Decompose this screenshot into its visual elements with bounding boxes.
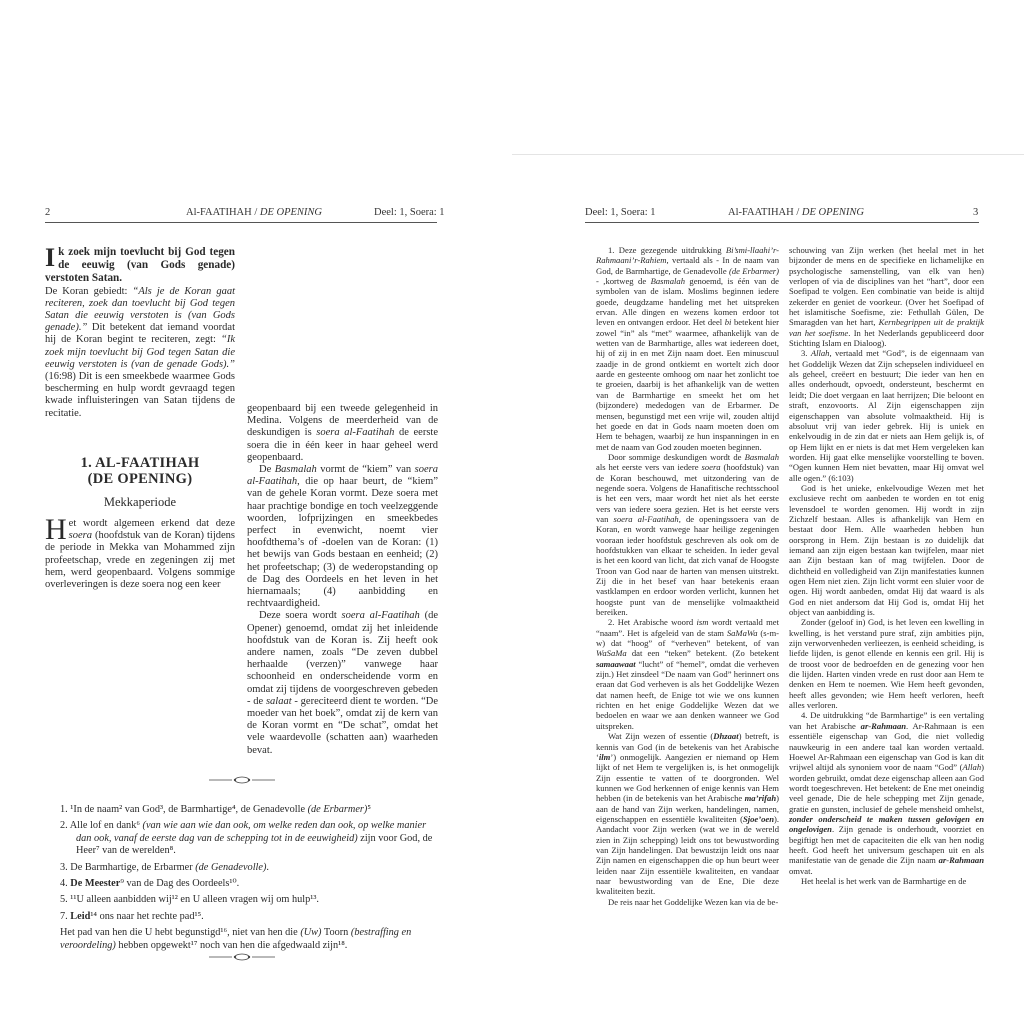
text-run: vormt de “kiem” van: [316, 464, 415, 476]
text-run: 5. ¹¹U alleen aanbidden wij¹² en U alleen vragen wij om hulp¹³.: [60, 894, 319, 906]
text-run: WaSaMa: [596, 648, 627, 659]
text-run: hebben opgewekt¹⁷ noch van hen die afgedwaald zijn¹⁸.: [115, 939, 348, 951]
text-run: soera al-Faatihah: [316, 427, 395, 439]
ornament-divider-icon: [207, 952, 277, 962]
footnote: [596, 452, 779, 618]
text-run: Door sommige deskundigen wordt de: [608, 451, 745, 462]
dropcap: I: [45, 243, 56, 272]
footnote: [596, 245, 779, 452]
text-run: wordt vertaald met “naam”. Het is afgeleid van de stam: [596, 617, 779, 638]
dropcap: H: [45, 513, 67, 547]
text-run: ). Aandacht voor Zijn werken (wat we in de wereld zien in Zijn schepping) leidt ons tot bewustwording van Zijn handelingen. Dat bewustzijn leidt ons naar Zijn namen en eigenschappen die op hun beurt weer leiden naar Zijn essentiële kwaliteiten, en vandaar naar bewustwording van de Ene, Die deze kwaliteiten bezit.: [596, 813, 779, 897]
running-title-sub: DE OPENING: [801, 207, 864, 218]
text-run: ar-Rahmaan: [860, 720, 907, 731]
text-run: soera al-Faatihah: [613, 513, 679, 524]
text-run: Basmalah: [744, 451, 779, 462]
text-run: soera al-Faatihah: [341, 610, 420, 622]
text-run: De Koran gebiedt:: [45, 285, 133, 297]
text-run: soera: [701, 462, 721, 473]
intro-bold-text: k zoek mijn toevlucht bij God tegen de eeuwig (van Gods genade) verstoten Satan.: [45, 246, 235, 285]
running-title-main: Al-FAATIHAH /: [185, 207, 258, 218]
text-run: Basmalah: [650, 276, 685, 287]
text-run: ma’rifah: [744, 793, 777, 804]
text-run: (de Genadevolle): [195, 861, 267, 873]
running-part: Deel: 1, Soera: 1: [585, 207, 656, 218]
footnotes-column-2: [789, 245, 984, 886]
text-run: (hoofdstuk) van de Koran beschouwd, met uitzondering van de negende soera. Volgens de Hanafitische rechtsschool is het een vers, maar wordt het niet als het eerste vers van iedere soera gezien. Het is het eerste vers van: [596, 462, 779, 524]
text-run: ⁹ van de Dag des Oordeels¹⁰.: [120, 878, 240, 890]
text-run: ) worden gebruikt, omdat deze eigenschap alleen aan God wordt toegeschreven. Het betekent: de Ene met oneindig veel genade, Die de hele schepping met Zijn genade, gratie en gunsten, inclusief de gehele mensheid omhelst,: [789, 762, 984, 814]
header-rule: [585, 222, 979, 223]
text-run: , vertaald met “God”, is de eigennaam van het Goddelijk Wezen dat Zijn schepselen individueel en als geheel, creëert en bestuurt; Die ieder van hen en alles onderhoudt, opvoedt, ondersteunt, beschermt en leidt; Die doet vergaan en laat herrijzen; Die beloont en straft, enzovoorts. Al Zijn eigenschappen zijn eigenschappen van absolute volmaaktheid. Hij is absoluut vrij van ieder gebrek. Hij is uniek en enkelvoudig in de zin dat er niets aan Hem gelijk is, of op Hem lijkt en er niets is dat met Hem vergeleken kan worden. Hij gaat elke menselijke voorstelling te boven. “Ogen kunnen Hem niet bevatten, maar Hij omvat wel alle ogen.” (6:103): [789, 348, 985, 483]
text-run: 1. ¹In de naam² van God³, de Barmhartige⁴, de Genadevolle: [60, 804, 308, 815]
text-run: , de openingssoera van de Koran, en wordt vanwege haar heilige zegeningen vooraan ieder hoofdstuk geschreven als ook om de hoofdstukken van elkaar te scheiden. In ieder geval is het een koord van licht, dat zich vanaf de Hoogste Troon van God naar de harten van mensen uitstrekt. Zij die in het besef van haar betekenis eraan vastklampen en erdoor worden verlicht, kunnen het hoogste punt van de menselijke volmaaktheid bereiken.: [596, 513, 779, 618]
text-run: (hoofdstuk van de Koran) tijdens de periode in Mekka van Mohammed zijn profeetschap, vrede en zegeningen zij met hem, werd geopenbaard. Volgens sommige overleveringen is deze soera nog een keer: [45, 530, 235, 591]
text-run: “Als je de Koran gaat reciteren, zoek dan toevlucht bij God tegen Satan die eeuwig verstoten is (van Gods genade).”: [45, 285, 235, 334]
chapter-period: Mekkaperiode: [103, 494, 177, 509]
text-run: (bestraffing en veroordeling): [60, 927, 412, 951]
text-run: 2. Het Arabische woord: [608, 617, 697, 628]
text-run: als het eerste vers van iedere: [596, 462, 702, 473]
text-run: , die op haar beurt, de “kiem” van de gehele Koran vormt. Deze soera met haar prachtige bondige en toch veelzeggende woorden, lofprijzingen en smeekbedes perfect in evenwicht, noemt vier hoofdthema’s of -doelen van de Koran: (1) het bewijs van Gods bestaan en eenheid; (2) het profeetschap; (3) de wederopstanding op de Dag des Oordeels en het leven in het hiernamaals; (4) aanbidding en rechtvaardigheid.: [247, 476, 438, 610]
text-run: 4. De uitdrukking “de Barmhartige” is een vertaling van het Arabische: [789, 710, 984, 731]
intro-paragraph: [45, 286, 235, 420]
text-run: .: [266, 861, 269, 873]
text-run: 2. Alle lof en dank⁶: [60, 820, 143, 832]
text-run: geopenbaard bij een tweede gelegenheid in Medina. Volgens de meerderheid van de deskundigen is: [247, 403, 438, 439]
chapter-title: [45, 455, 235, 487]
verse: [60, 911, 438, 923]
text-run: omvat.: [789, 865, 813, 876]
text-run: “lucht” of “hemel”, omdat die verheven zijn.) Het zinsdeel “De naam van God” herinnert ons eraan dat God verheven is als het Goddelijke Wezen dat namen heeft, de Enige tot wie we ons kunnen richten en het enige Goddelijke Wezen dat we bedoelen en waar we aan denken wanneer we God uitspreken.: [596, 658, 779, 731]
text-run: betekent hier zowel “in” als “met” waarmee, afhankelijk van de wetten van de Barmhartige, alles wat iedereen doet, hij of zij in en met Zijn naam doet. Een minuscuul zaadje in de grond ontkiemt en wortelt zich door aarde en gesteente omhoog om naar het zonlicht toe te groeien, daarbij is het afhankelijk van de wetten van de Barmhartige en smeekt het om het (bijzondere) mededogen van de Erbarmer. De mensen, begunstigd met een vrije wil, zouden altijd het goede en dat in Gods naam moeten doen om Hem te behagen, waarbij ze hun inspanningen in en met de naam van God zouden moeten beginnen.: [596, 317, 779, 452]
text-run: salaat: [265, 695, 292, 707]
footnote: [596, 617, 779, 731]
running-title: [676, 207, 916, 218]
verse: [60, 894, 438, 906]
text-run: dat een “teken” betekent. (Zo betekent: [626, 648, 779, 659]
text-run: 3. De Barmhartige, de Erbarmer: [60, 861, 196, 873]
verse: [60, 820, 438, 857]
text-run: , vertaald als - In de naam van God, de Barmhartige, de Genadevolle: [596, 255, 779, 276]
text-run: Kernbegrippen uit de praktijk van het soefisme: [789, 317, 984, 338]
chapter-title-line: (DE OPENING): [87, 470, 193, 487]
paragraph: [247, 464, 438, 610]
text-run: . In het Nederlands gepubliceerd door Stichting Islam en Dialoog).: [789, 327, 984, 349]
text-run: ¹⁴ ons naar het rechte pad¹⁵.: [90, 910, 204, 922]
running-title-main: Al-FAATIHAH /: [727, 207, 800, 218]
text-run: Wat Zijn wezen of essentie (: [608, 731, 714, 742]
text-run: ⁵: [367, 804, 371, 815]
right-page-header: [512, 207, 1024, 221]
footnote: Het heelal is het werk van de Barmhartige en de: [801, 875, 967, 886]
text-run: . Zijn genade is onderhoudt, voorziet en begiftigt hen met de capaciteiten die elk van hen nodig heeft. God heeft het universum geschapen uit en als manifestatie van de genade die Zijn naam: [789, 824, 984, 866]
text-run: et wordt algemeen erkend dat deze: [68, 518, 235, 530]
text-run: Allah: [962, 762, 982, 773]
footnote: God is het unieke, enkelvoudige Wezen met het exclusieve recht om aanbeden te worden en tot enig levensdoel te worden genomen. Hij wordt in zijn Zichzelf bestaan. Alles is afhankelijk van Hem en bestaat door Hem. Alle waarheden hebben hun oorsprong in Hem. Zijn bestaan is zo duidelijk dat iemand aan zijn eigen bestaan kan twijfelen, maar niet aan Zijn bestaan kan of mag twijfelen. Door de dichtheid en volledigheid van Zijn manifestaties kunnen ogen Hem niet zien. Zijn licht vormt een sluier voor de ogen. Hij wordt aanbeden, omdat Hij dat waard is als God en niet andersom dat Hij God is, omdat Hij het object van aanbidding is.: [789, 482, 984, 618]
text-run: ’) onmogelijk. Aangezien er niemand op Hem lijkt of net Hem te vergelijken is, is het onmogelijk Zijn essentie te vatten of te doorgronden. Wel kunnen we God herkennen of enige kennis van Hem hebben (in de betekenis van het Arabische: [596, 751, 779, 804]
text-run: ilm: [598, 751, 611, 762]
text-run: Deze soera wordt: [259, 610, 342, 622]
text-run: 4.: [60, 878, 71, 890]
text-run: Leid: [70, 910, 91, 922]
text-run: 7.: [60, 910, 71, 922]
running-part: Deel: 1, Soera: 1: [374, 207, 445, 218]
chapter-title-line: 1. AL-FAATIHAH: [80, 454, 200, 471]
verse: [60, 804, 438, 816]
text-run: 3.: [801, 348, 811, 359]
text-run: (Uw): [300, 927, 322, 939]
left-page-header: [0, 207, 512, 221]
text-run: (16:98) Dit is een smeekbede waarmee Gods bescherming en hulp wordt gevraagd tegen kwade influisteringen van Satan tijdens de recitatie.: [45, 371, 235, 419]
text-run: (de Erbarmer): [307, 804, 368, 815]
footnote: Zonder (geloof in) God, is het leven een kwelling in kwelling, is het verstand pure straf, zijn ambities pijn, zijn verworvenheden verlieezen, is eenheid scheiding, is liefde lijden, is genot ellende en kennis een gril. Hij is de troost voor de bedroefden en de genezing voor hen die lijden. Harten vinden vrede en rust door aan Hem te denken en Hem te noemen. Wie Hem heeft gevonden, heeft alles gevonden; wie Hem heeft verloren, heeft alles verloren.: [789, 617, 984, 711]
text-run: (de Erbarmer): [729, 265, 779, 276]
text-run: - gereciteerd dient te worden. “De moeder van het boek”, omdat zij de kern van de Koran vormt en “De schat”, omdat het vele waardevolle (schatten aan) waarheden bevat.: [247, 695, 438, 756]
intro-invocation: [45, 243, 235, 286]
text-run: SaMaWa: [726, 627, 758, 638]
running-title-sub: DE OPENING: [259, 207, 322, 218]
left-column-2: [247, 403, 438, 757]
footnotes-column-1: [596, 245, 779, 907]
header-rule: [45, 222, 437, 223]
ornament-divider-icon: [207, 775, 277, 785]
page-number: 3: [973, 207, 979, 218]
footnote: [596, 731, 779, 897]
text-run: Basmalah: [274, 464, 317, 476]
paragraph: [247, 403, 438, 464]
text-run: De: [259, 464, 275, 476]
text-run: soera: [68, 530, 93, 542]
text-run: zijn voor God, de Heer⁷ van de werelden⁸.: [76, 832, 433, 857]
text-run: Sjoe’oen: [742, 813, 774, 824]
text-run: ) betreft, is kennis van God (in de betekenis van het Arabische ‘: [596, 731, 780, 762]
footnote: [789, 245, 984, 348]
text-run: (s-m-w) dat “hoog” of “verheven” betekent, of van: [596, 627, 779, 649]
running-title: [134, 207, 374, 218]
chapter-intro-paragraph: [45, 513, 235, 591]
footnote: De reis naar het Goddelijke Wezen kan via de be-: [608, 896, 779, 907]
text-run: “Ik zoek mijn toevlucht bij God tegen Satan die eeuwig verstoten is (van de genade Gods).”: [45, 334, 235, 370]
text-run: Dhzaat: [713, 731, 739, 742]
right-page: [512, 155, 1024, 907]
verses-block: [60, 804, 438, 956]
text-run: soera al-Faatihah: [247, 464, 438, 488]
text-run: - ,kortweg de: [596, 276, 651, 287]
text-run: Het pad van hen die U hebt begunstigd¹⁶, niet van hen die: [60, 927, 301, 939]
text-run: genoemd, is één van de symbolen van de islam. Moslims beginnen iedere goede, deugdzame handeling met het uitspreken ervan. Alle dingen en wezens komen erdoor tot leven en ontvangen erdoor. Het deel: [596, 276, 779, 328]
footnote: [789, 348, 984, 482]
text-run: de eerste soera die in één keer in haar geheel werd geopenbaard.: [247, 427, 439, 463]
text-run: Dit betekent dat iemand voordat hij de Koran begint te reciteren, zegt:: [45, 322, 235, 346]
text-run: ) aan de hand van Zijn werken, handelingen, namen, eigenschappen en essentiële kwaliteiten (: [596, 793, 779, 824]
text-run: Allah: [810, 348, 830, 359]
verse: [60, 862, 438, 874]
text-run: De Meester: [70, 878, 121, 890]
text-run: schouwing van Zijn werken (het heelal met in het bijzonder de mens en de specifieke en lichamelijke en psychologische samenstelling, van elk van hen) verlopen of via de disciplines van het “hart”, door een Soefipad te volgen. Een combinatie van beide is altijd zekerder en geniet de voorkeur. (Over het Soefipad of het islamitische Soefisme, zie: Fethullah Gülen, De Smaragden van het hart,: [789, 245, 984, 328]
verse: [60, 878, 438, 890]
footnote: [789, 710, 984, 876]
text-run: (van wie aan wie dan ook, om welke reden dan ook, op welke manier dan ook, vanaf de eerste dag van de schepping tot in de eeuwigheid): [76, 820, 427, 844]
text-run: ism: [696, 617, 709, 628]
page-number: 2: [45, 207, 51, 218]
text-run: Toorn: [321, 927, 351, 939]
text-run: samaawaat: [596, 658, 636, 669]
paragraph: [247, 610, 438, 756]
text-run: (de Opener) genoemd, omdat zij het inleidende hoofdstuk van de Koran is. Zij heeft ook andere namen, zoals “De zeven dubbel herhaalde (verzen)” vanwege haar schoonheid en onderscheidende vorm en omdat zij tijdens de voorgeschreven gebeden - de: [247, 610, 438, 707]
text-run: 1. Deze gezegende uitdrukking: [608, 245, 726, 255]
text-run: . Ar-Rahmaan is een essentiële eigenschap van God, die niet volledig nauwkeurig in een andere taal kan worden vertaald. Hoewel Ar-Rahmaan een eigenschap van God is kan dit vrijwel altijd als synoniem voor de naam “God” (: [789, 720, 984, 773]
text-run: zonder onderscheid te maken tussen gelovigen en ongelovigen: [789, 813, 984, 835]
text-run: bi: [724, 317, 732, 328]
text-run: ar-Rahmaan: [938, 855, 984, 866]
left-column-1: [45, 243, 235, 591]
text-run: Bi’smi-llaahi’r-Rahmaani’r-Rahiem: [596, 245, 779, 266]
verse: [60, 927, 438, 952]
left-page: [0, 155, 512, 951]
